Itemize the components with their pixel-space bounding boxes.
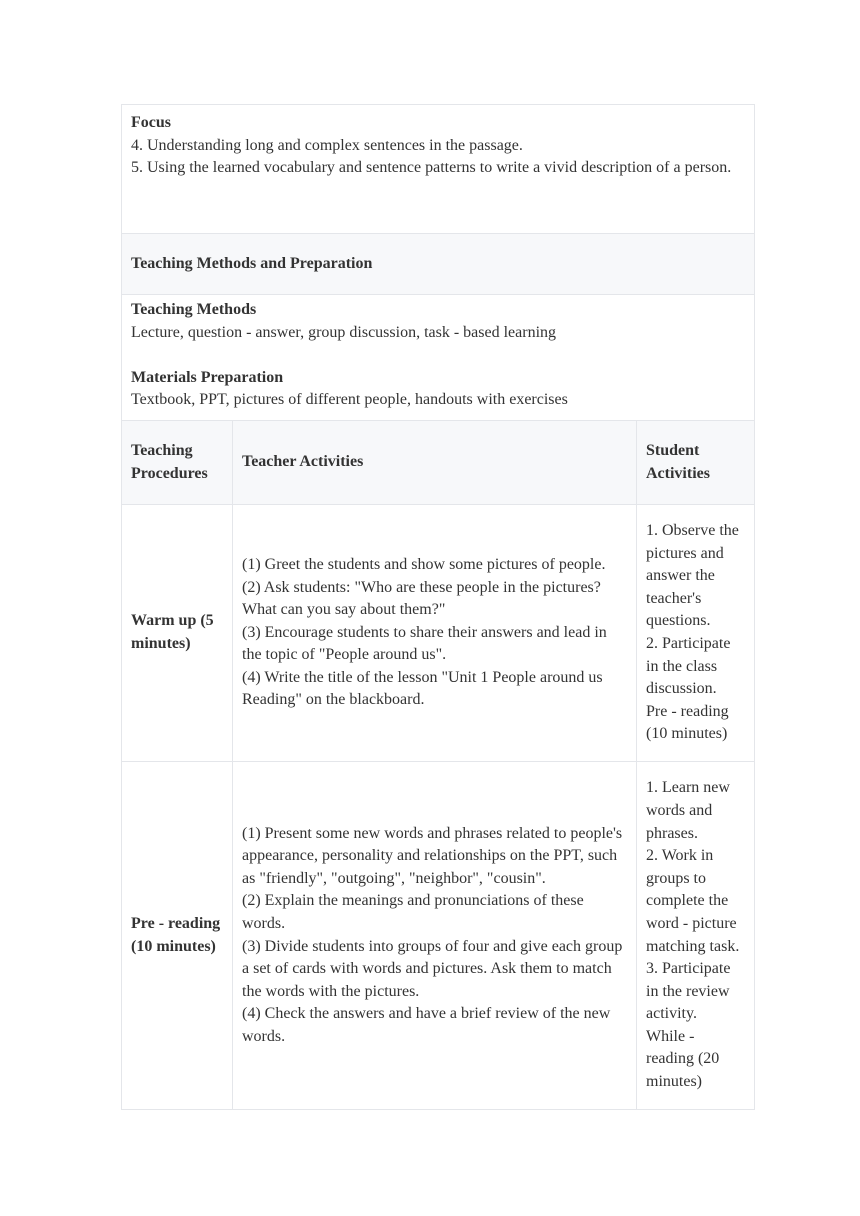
focus-heading: Focus bbox=[131, 114, 171, 131]
stage-label: Warm up (5 minutes) bbox=[122, 505, 233, 762]
methods-text: Lecture, question - answer, group discussion, task - based learning bbox=[131, 323, 557, 341]
focus-item: 5. Using the learned vocabulary and sentence patterns to write a vivid description of a person. bbox=[131, 159, 732, 177]
teacher-activities-cell bbox=[233, 505, 637, 762]
student-activity: 3. Participate in the review activity. bbox=[646, 960, 731, 1023]
teacher-activity: (1) Present some new words and phrases related to people's appearance, personality and relationships on the PPT, such as "friendly", "outgoing", "neighbor", "cousin". bbox=[242, 824, 623, 887]
student-activities-cell bbox=[637, 762, 755, 1110]
student-activity: Pre - reading (10 minutes) bbox=[646, 702, 729, 743]
table-row bbox=[122, 505, 755, 762]
teacher-activity: (2) Explain the meanings and pronunciations of these words. bbox=[242, 892, 584, 932]
teacher-activity: (1) Greet the students and show some pictures of people. bbox=[242, 555, 606, 573]
teacher-activities-cell bbox=[233, 762, 637, 1110]
materials-heading: Materials Preparation bbox=[131, 368, 284, 386]
focus-item: 4. Understanding long and complex sentences in the passage. bbox=[131, 136, 523, 154]
focus-cell bbox=[122, 105, 755, 234]
methods-section-title: Teaching Methods and Preparation bbox=[122, 234, 755, 295]
student-activity: While - reading (20 minutes) bbox=[646, 1027, 720, 1091]
methods-heading: Teaching Methods bbox=[131, 301, 257, 318]
student-activities-cell bbox=[637, 505, 755, 762]
student-activity: 1. Learn new words and phrases. bbox=[646, 779, 730, 842]
student-activity: 2. Work in groups to complete the word - picture matching task. bbox=[646, 847, 740, 955]
student-activity: 2. Participate in the class discussion. bbox=[646, 635, 731, 698]
student-activity: 1. Observe the pictures and answer the teacher's questions. bbox=[646, 522, 739, 630]
teacher-activity: (4) Check the answers and have a brief review of the new words. bbox=[242, 1005, 611, 1045]
methods-section-header-row bbox=[122, 234, 755, 295]
teacher-activities-column-header: Teacher Activities bbox=[233, 421, 637, 505]
materials-text: Textbook, PPT, pictures of different people, handouts with exercises bbox=[131, 391, 568, 409]
teacher-activity: (3) Encourage students to share their answers and lead in the topic of "People around us". bbox=[242, 623, 607, 664]
lesson-plan-table bbox=[121, 104, 755, 1110]
procedures-column-header: Teaching Procedures bbox=[122, 421, 233, 505]
teacher-activity: (3) Divide students into groups of four and give each group a set of cards with words and pictures. Ask them to match the words with the pictures. bbox=[242, 937, 623, 1000]
methods-cell bbox=[122, 295, 755, 421]
methods-row bbox=[122, 295, 755, 421]
focus-row bbox=[122, 105, 755, 234]
spacer bbox=[131, 344, 745, 367]
procedures-header-row bbox=[122, 421, 755, 505]
student-activities-column-header: Student Activities bbox=[637, 421, 755, 505]
stage-label: Pre - reading (10 minutes) bbox=[122, 762, 233, 1110]
teacher-activity: (4) Write the title of the lesson "Unit 1 People around us Reading" on the blackboard. bbox=[242, 668, 603, 709]
table-row bbox=[122, 762, 755, 1110]
teacher-activity: (2) Ask students: "Who are these people in the pictures? What can you say about them?" bbox=[242, 578, 601, 619]
